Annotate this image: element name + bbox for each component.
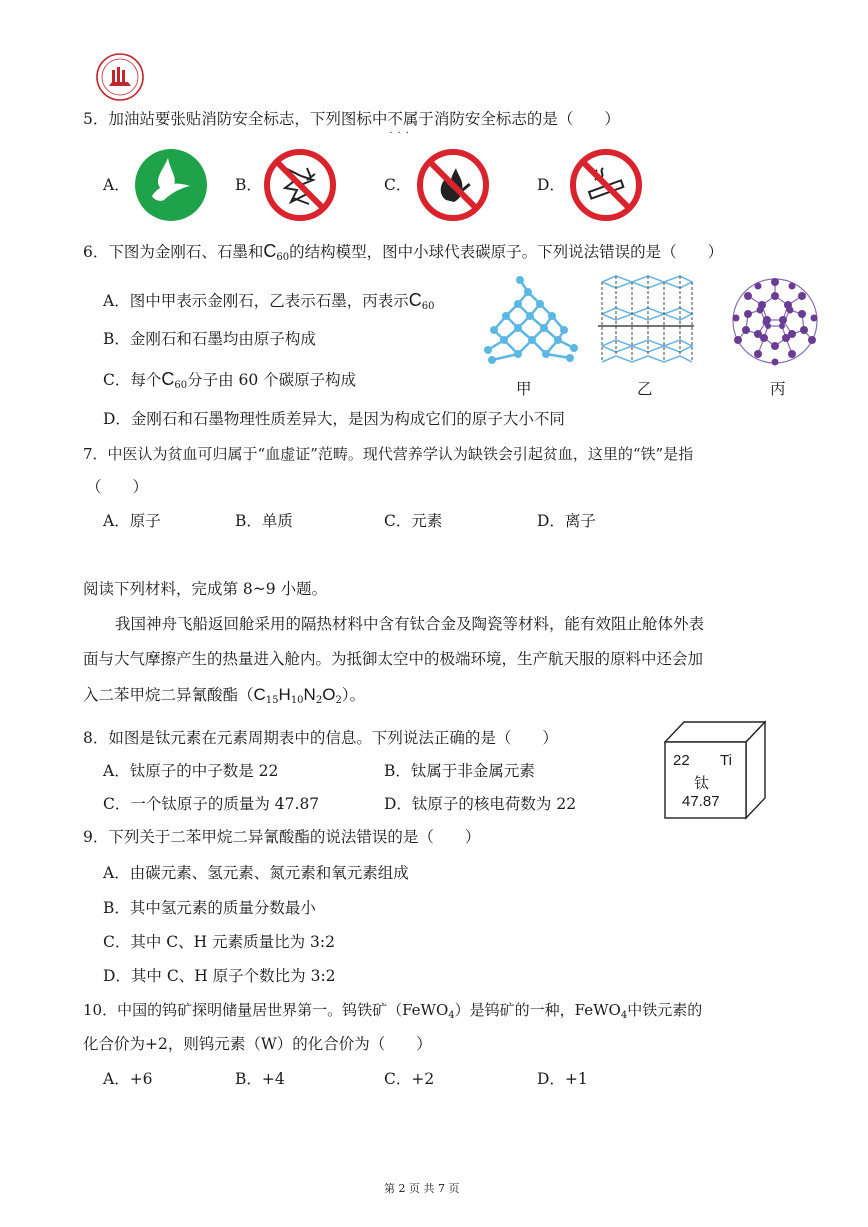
element-atomic-mass: 47.87 [682, 793, 720, 810]
titanium-element-card [664, 720, 766, 820]
question-8-stem: 8．如图是钛元素在元素周期表中的信息。下列说法正确的是（ ） [83, 729, 558, 747]
q6-option-d: D．金刚石和石墨物理性质差异大，是因为构成它们的原子大小不同 [103, 410, 565, 428]
school-seal-icon [95, 52, 145, 102]
q8-option-d: D．钛原子的核电荷数为 22 [384, 795, 577, 813]
element-atomic-number: 22 [673, 752, 690, 769]
reading-intro: 阅读下列材料，完成第 8~9 小题。 [83, 580, 328, 598]
q6-option-a: A．图中甲表示金刚石，乙表示石墨，丙表示$C_{60}$ [103, 290, 435, 312]
q7-option-b: B．单质 [235, 512, 293, 530]
question-7-stem-line2: （ ） [86, 478, 149, 496]
q8-option-c: C．一个钛原子的质量为 47.87 [103, 795, 320, 813]
no-smoking-sign-icon [569, 148, 643, 222]
q9-option-c: C．其中 C、H 元素质量比为 3:2 [103, 933, 335, 951]
reading-paragraph-line3: 入二苯甲烷二异氰酸酯$(C_{15}H_{10}N_2O_2)$。 [83, 685, 366, 706]
q7-option-d: D．离子 [537, 512, 596, 530]
q10-option-d: D．+1 [537, 1070, 588, 1088]
q8-option-b: B．钛属于非金属元素 [384, 762, 535, 780]
q9-option-b: B．其中氢元素的质量分数最小 [103, 899, 316, 917]
q10-option-b: B．+4 [235, 1070, 285, 1088]
q10-option-a: A．+6 [103, 1070, 153, 1088]
q8-option-a: A．钛原子的中子数是 22 [103, 762, 279, 780]
reading-paragraph-line2: 面与大气摩擦产生的热量进入舱内。为抵御太空中的极端环境，生产航天服的原料中还会加 [83, 650, 704, 668]
q5-option-c-label: C． [384, 176, 412, 194]
question-10-stem-line2: 化合价为+2，则钨元素（W）的化合价为（ ） [83, 1035, 432, 1053]
q6-option-b: B．金刚石和石墨均由原子构成 [103, 330, 316, 348]
label-bing: 丙 [770, 380, 786, 398]
no-fire-sign-icon [416, 148, 490, 222]
q9-option-a: A．由碳元素、氢元素、氮元素和氧元素组成 [103, 864, 409, 882]
label-yi: 乙 [637, 380, 653, 398]
question-9-stem: 9．下列关于二苯甲烷二异氰酸酯的说法错误的是（ ） [83, 828, 481, 846]
diamond-structure-icon [478, 272, 588, 368]
q5-option-d-label: D． [537, 176, 565, 194]
c60-structure-icon [728, 274, 822, 368]
q9-option-d: D．其中 C、H 原子个数比为 3:2 [103, 967, 336, 985]
label-jia: 甲 [516, 380, 532, 398]
no-burning-sign-icon [263, 148, 337, 222]
q5-option-a-label: A． [103, 176, 130, 194]
element-symbol: Ti [720, 752, 732, 769]
question-10-stem-line1: 10．中国的钨矿探明储量居世界第一。钨铁矿（FeWO$_4$）是钨矿的一种，FeWO$_4$中铁元素的 [83, 1001, 703, 1021]
question-6-stem: 6．下图为金刚石、石墨和$C_{60}$的结构模型，图中小球代表碳原子。下列说法错误的是（ ） [83, 241, 724, 263]
water-drop-sign-icon [134, 148, 208, 222]
q7-option-c: C．元素 [384, 512, 443, 530]
q7-option-a: A．原子 [103, 512, 161, 530]
q5-option-b-label: B． [235, 176, 262, 194]
q10-option-c: C．+2 [384, 1070, 435, 1088]
page-number: 第 2 页 共 7 页 [384, 1182, 460, 1195]
question-5-stem: 5．加油站要张贴消防安全标志，下列图标中不属于 ···消防安全标志的是（ ） [83, 108, 620, 130]
q6-option-c: C．每个$C_{60}$分子由 60 个碳原子构成 [103, 369, 357, 391]
reading-paragraph-line1: 我国神舟飞船返回舱采用的隔热材料中含有钛合金及陶瓷等材料，能有效阻止舱体外表 [115, 615, 705, 633]
graphite-structure-icon [596, 272, 696, 370]
element-name: 钛 [694, 774, 710, 792]
question-7-stem-line1: 7．中医认为贫血可归属于“血虚证”范畴。现代营养学认为缺铁会引起贫血，这里的“铁”是指 [83, 445, 694, 463]
